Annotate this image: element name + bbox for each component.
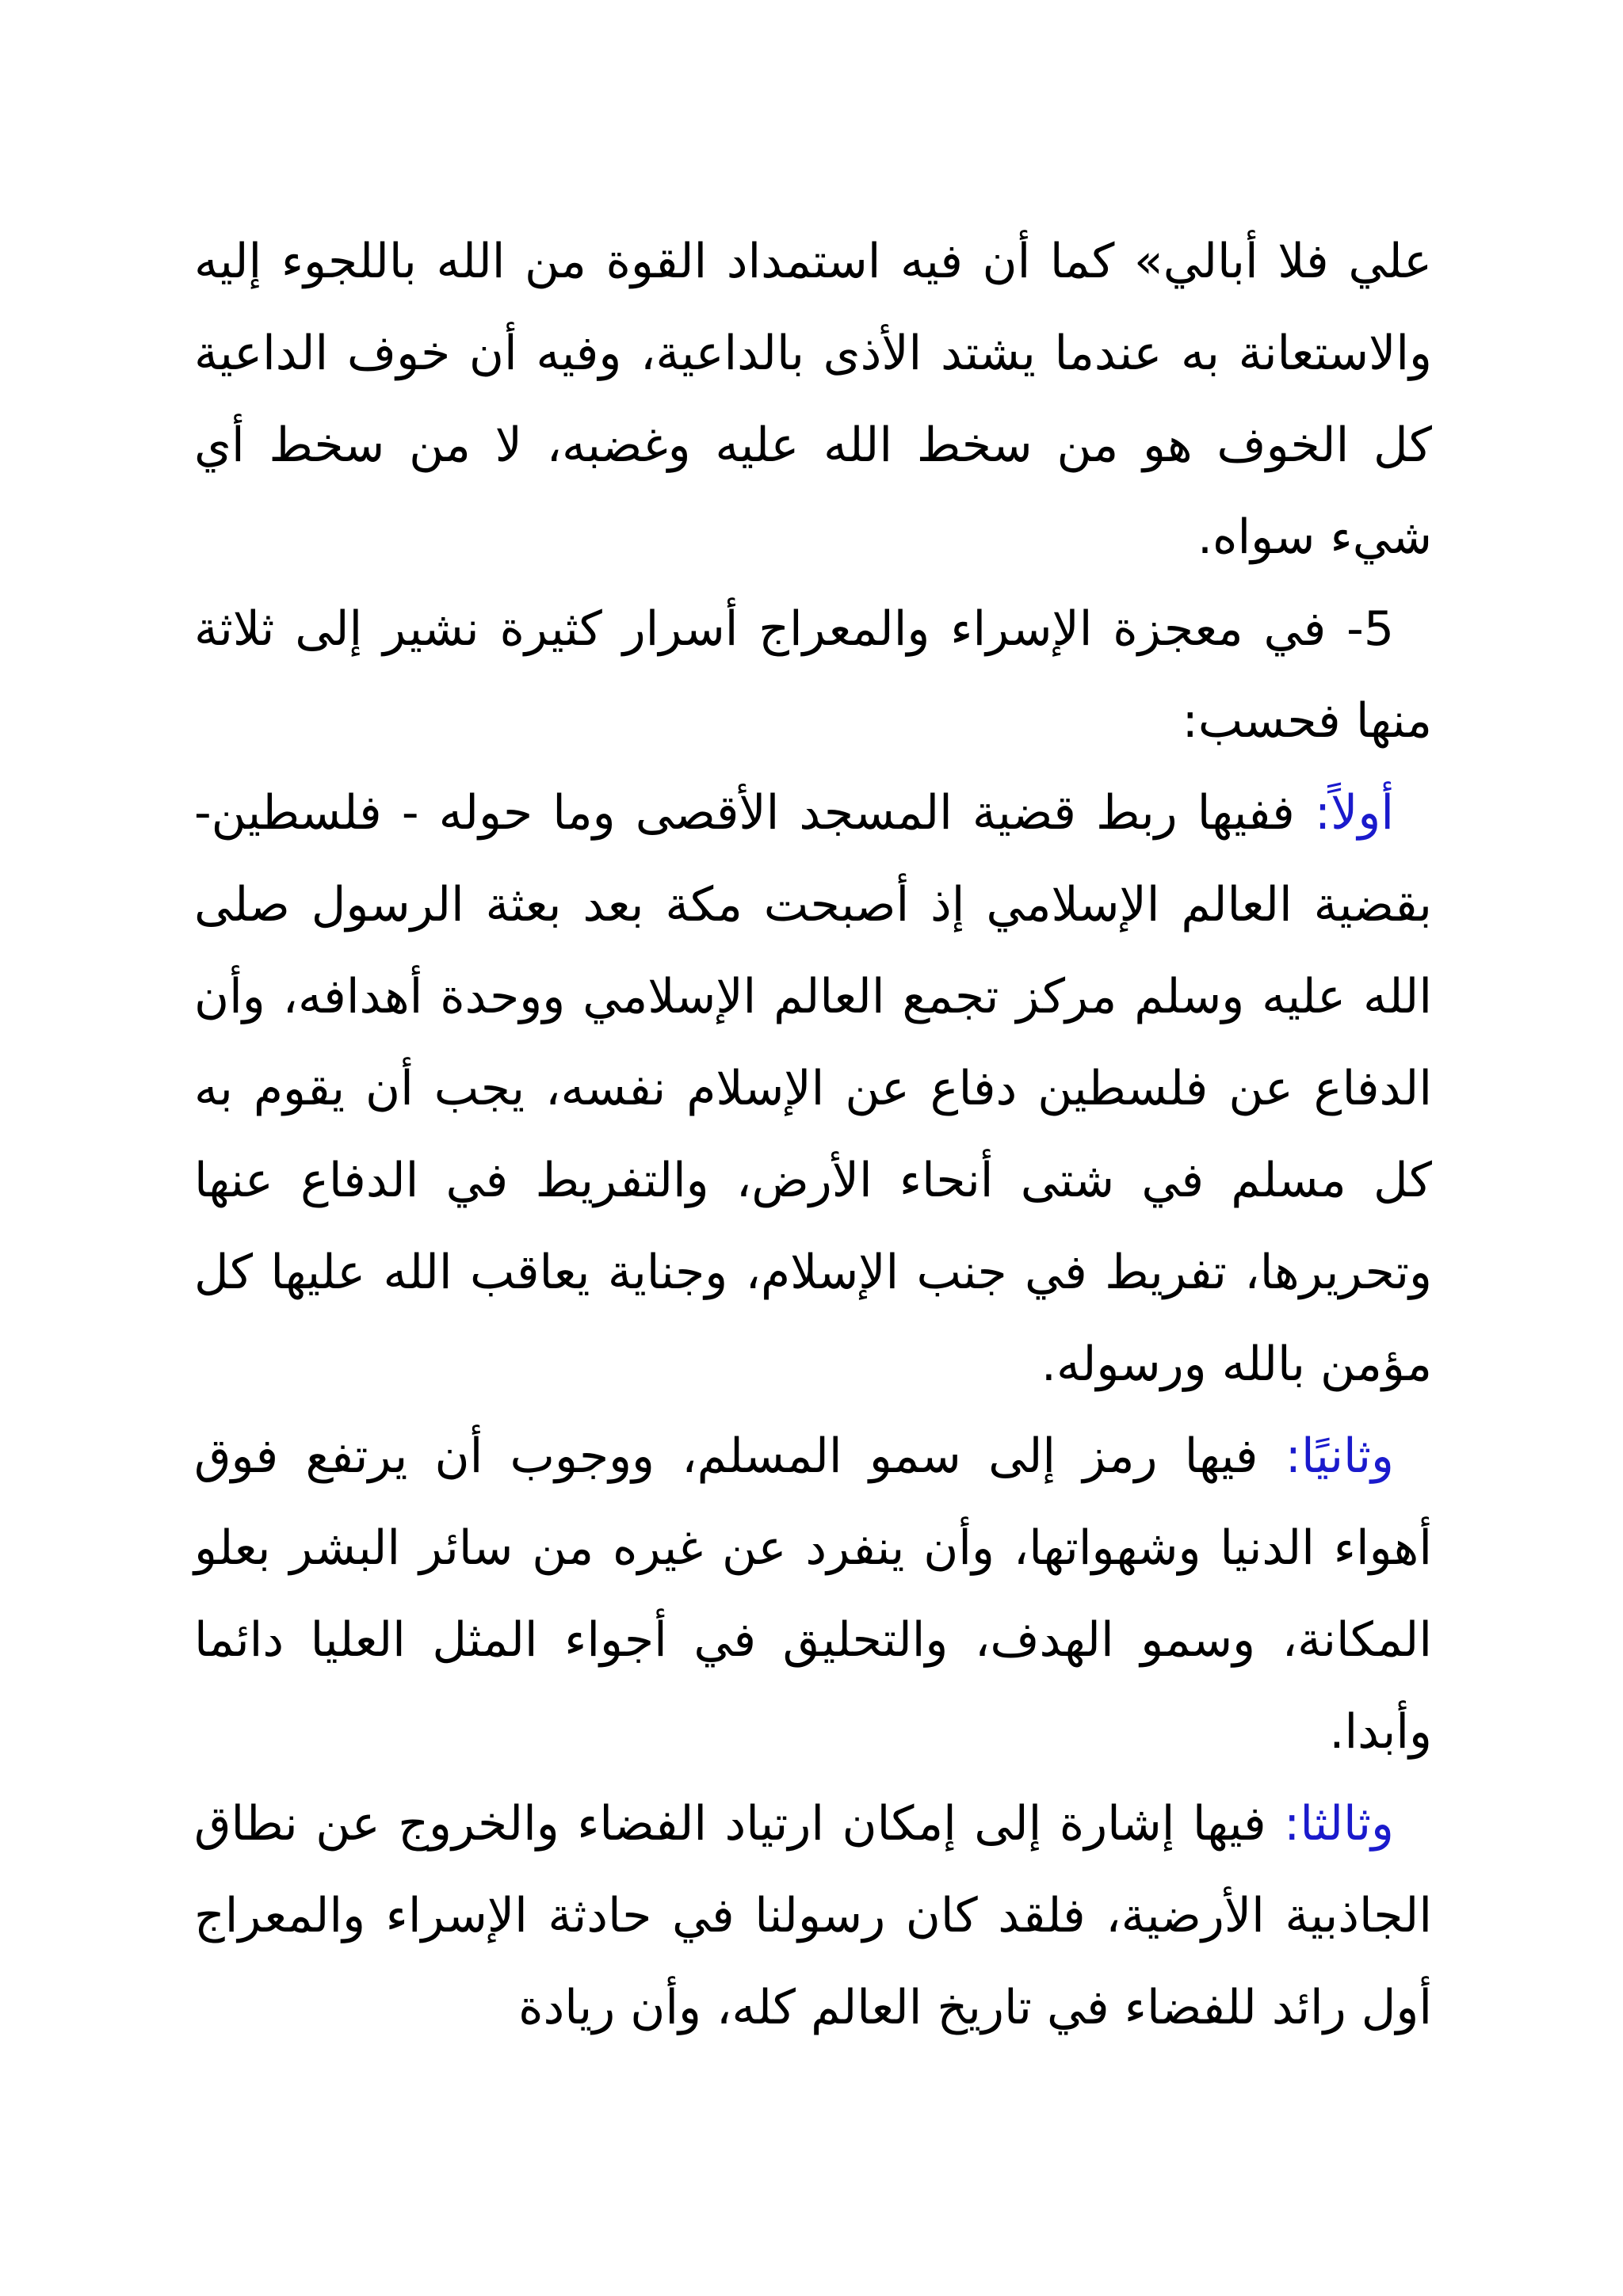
- paragraph-first-secret: [194, 767, 1432, 1410]
- document-body: [194, 215, 1432, 2054]
- paragraph-text: ففيها ربط قضية المسجد الأقصى وما حوله - فلسطين- بقضية العالم الإسلامي إذ أصبحت مكة بعد بعثة الرسول صلى الله عليه وسلم مركز تجمع العالم الإسلامي ووحدة أهدافه، وأن الدفاع عن فلسطين دفاع عن الإسلام نفسه، يجب أن يقوم به كل مسلم في شتى أنحاء الأرض، والتفريط في الدفاع عنها وتحريرها، تفريط في جنب الإسلام، وجناية يعاقب الله عليها كل مؤمن بالله ورسوله.: [194, 785, 1432, 1392]
- paragraph-third-secret: [194, 1778, 1432, 2054]
- paragraph-point-5: [194, 583, 1432, 767]
- paragraph-text: فيها إشارة إلى إمكان ارتياد الفضاء والخروج عن نطاق الجاذبية الأرضية، فلقد كان رسولنا في حادثة الإسراء والمعراج أول رائد للفضاء في تاريخ العالم كله، وأن ريادة: [194, 1796, 1432, 2035]
- paragraph-label-third: وثالثا:: [1284, 1796, 1394, 1852]
- paragraph-continuation: [194, 215, 1432, 583]
- paragraph-second-secret: [194, 1410, 1432, 1778]
- paragraph-label-second: وثانيًا:: [1285, 1428, 1394, 1484]
- paragraph-text: 5- في معجزة الإسراء والمعراج أسرار كثيرة نشير إلى ثلاثة منها فحسب:: [194, 601, 1432, 749]
- paragraph-text: علي فلا أبالي» كما أن فيه استمداد القوة من الله باللجوء إليه والاستعانة به عندما يشتد الأذى بالداعية، وفيه أن خوف الداعية كل الخوف هو من سخط الله عليه وغضبه، لا من سخط أي شيء سواه.: [194, 234, 1432, 565]
- paragraph-label-first: أولاً:: [1314, 785, 1394, 841]
- paragraph-text: فيها رمز إلى سمو المسلم، ووجوب أن يرتفع فوق أهواء الدنيا وشهواتها، وأن ينفرد عن غيره من سائر البشر بعلو المكانة، وسمو الهدف، والتحليق في أجواء المثل العليا دائما وأبدا.: [194, 1428, 1432, 1760]
